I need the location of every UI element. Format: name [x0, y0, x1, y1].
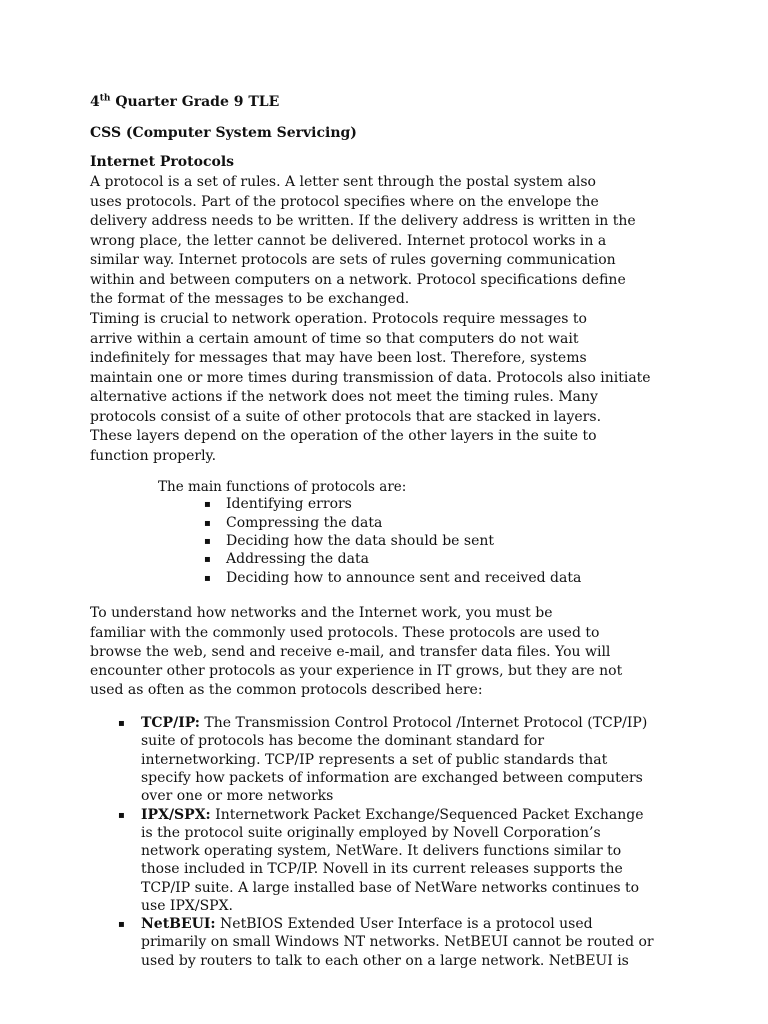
paragraph-line: arrive within a certain amount of time so that computers do not wait — [90, 330, 579, 347]
bullet-icon: ▪ — [118, 919, 125, 930]
paragraph-line: function properly. — [90, 448, 217, 464]
quarter-number: 4 — [90, 94, 100, 110]
protocol-line: those included in TCP/IP. Novell in its current releases supports the — [141, 861, 623, 878]
protocol-line: suite of protocols has become the dominant standard for — [141, 733, 545, 750]
paragraph-line: delivery address needs to be written. If the delivery address is written in the — [90, 213, 636, 229]
protocol-line: is the protocol suite originally employed by Novell Corporation’s — [141, 824, 601, 841]
protocol-line: IPX/SPX: Internetwork Packet Exchange/Sequenced Packet Exchange — [141, 806, 644, 823]
protocol-line: used by routers to talk to each other on a large network. NetBEUI is — [141, 952, 629, 969]
paragraph-line: familiar with the commonly used protocols. These protocols are used to — [90, 624, 600, 641]
paragraph-line: To understand how networks and the Internet work, you must be — [90, 605, 553, 621]
quarter-heading-rest: Quarter Grade 9 TLE — [110, 94, 280, 110]
paragraph-line: These layers depend on the operation of the other layers in the suite to — [90, 428, 597, 444]
section-title: Internet Protocols — [90, 154, 235, 170]
functions-intro: The main functions of protocols are: — [158, 479, 407, 495]
protocol-line: specify how packets of information are exchanged between computers — [141, 769, 643, 786]
paragraph-line: the format of the messages to be exchanged. — [90, 291, 410, 307]
paragraph-line: A protocol is a set of rules. A letter sent through the postal system also — [90, 174, 596, 190]
paragraph-line: encounter other protocols as your experience in IT grows, but they are not — [90, 662, 623, 679]
bullet-icon: ▪ — [204, 517, 211, 529]
paragraph-line: wrong place, the letter cannot be delivered. Internet protocol works in a — [90, 232, 607, 249]
protocol-line: TCP/IP: The Transmission Control Protocol /Internet Protocol (TCP/IP) — [141, 715, 648, 731]
quarter-superscript: th — [99, 93, 111, 104]
protocol-line: internetworking. TCP/IP represents a set of public standards that — [141, 751, 608, 768]
paragraph-line: within and between computers on a network. Protocol specifications define — [90, 271, 626, 288]
quarter-heading — [90, 93, 279, 112]
protocol-term: NetBEUI: — [141, 916, 216, 932]
protocol-line: TCP/IP suite. A large installed base of NetWare networks continues to — [141, 879, 640, 896]
paragraph-line: indefinitely for messages that may have been lost. Therefore, systems — [90, 350, 587, 366]
paragraph-line: used as often as the common protocols described here: — [90, 681, 483, 698]
document-page: 4th Quarter Grade 9 TLE CSS (Computer System Servicing) Internet Protocols A protocol is a set of rules. A letter sent through the postal system also uses protocols. Part of the protocol specifies where on the envelope the delivery address needs to be written. If the delivery address is written in the wrong place, the letter cannot be delivered. Internet protocol works in a similar way. Internet protocols are sets of rules governing communication within and between computers on a network. Protocol specifications define the format of the messages to be exchanged. Timing is crucial to network operation. Protocols require messages to arrive within a certain amount of time so that computers do not wait indefinitely for messages that may have been lost. Therefore, systems maintain one or more times during transmission of data. Protocols also initiate alternative actions if the network does not meet the timing rules. Many protocols consist of a suite of other protocols that are stacked in layers. These layers depend on the operation of the other layers in the suite to function properly. The main functions of protocols are: ▪ Identifying errors ▪ Compressing the data ▪ Deciding how the data should be sent ▪ Addressing the data ▪ Deciding how to announce sent and received data To understand how networks and the Internet work, you must be familiar with the commonly used protocols. These protocols are used to browse the web, send and receive e-mail, and transfer data files. You will encounter other protocols as your experience in IT grows, but they are not used as often as the common protocols described here: ▪ TCP/IP: The Transmission Control Protocol /Internet Protocol (TCP/IP) suite of protocols has become the dominant standard for internetworking. TCP/IP represents a set of public standards that specify how packets of information are exchanged between computers over one or more networks ▪ IPX/SPX: Internetwork Packet Exchange/Sequenced Packet Exchange is the protocol suite originally employed by Novell Corporation’s network operating system, NetWare. It delivers functions similar to those included in TCP/IP. Novell in its current releases supports the TCP/IP suite. A large installed base of NetWare networks continues to use IPX/SPX. ▪ NetBEUI: NetBIOS Extended User Interface is a protocol used primarily on small Windows NT networks. NetBEUI cannot be routed or used by routers to talk to each other on a large network. NetBEUI is — [90, 93, 654, 969]
protocol-line: over one or more networks — [141, 788, 334, 805]
protocol-line: NetBEUI: NetBIOS Extended User Interface is a protocol used — [141, 916, 593, 932]
paragraph-line: protocols consist of a suite of other protocols that are stacked in layers. — [90, 408, 602, 425]
protocol-line: use IPX/SPX. — [141, 898, 233, 914]
bullet-icon: ▪ — [204, 554, 211, 565]
protocol-term: IPX/SPX: — [141, 806, 211, 823]
subject-heading: CSS (Computer System Servicing) — [90, 125, 357, 141]
bullet-icon: ▪ — [118, 718, 125, 729]
paragraph-line: maintain one or more times during transmission of data. Protocols also initiate — [90, 369, 651, 386]
paragraph-line: similar way. Internet protocols are sets of rules governing communication — [90, 252, 616, 268]
paragraph-line: browse the web, send and receive e-mail, and transfer data files. You will — [90, 643, 611, 660]
bullet-icon: ▪ — [118, 809, 125, 821]
bullet-icon: ▪ — [204, 572, 211, 584]
paragraph-line: Timing is crucial to network operation. Protocols require messages to — [90, 311, 587, 327]
protocol-line: primarily on small Windows NT networks. NetBEUI cannot be routed or — [141, 934, 654, 951]
protocol-line: network operating system, NetWare. It delivers functions similar to — [141, 843, 622, 860]
protocol-term: TCP/IP: — [141, 715, 200, 731]
paragraph-line: uses protocols. Part of the protocol specifies where on the envelope the — [90, 193, 599, 210]
bullet-icon: ▪ — [204, 499, 211, 510]
bullet-icon: ▪ — [204, 535, 211, 547]
paragraph-line: alternative actions if the network does not meet the timing rules. Many — [90, 389, 598, 405]
